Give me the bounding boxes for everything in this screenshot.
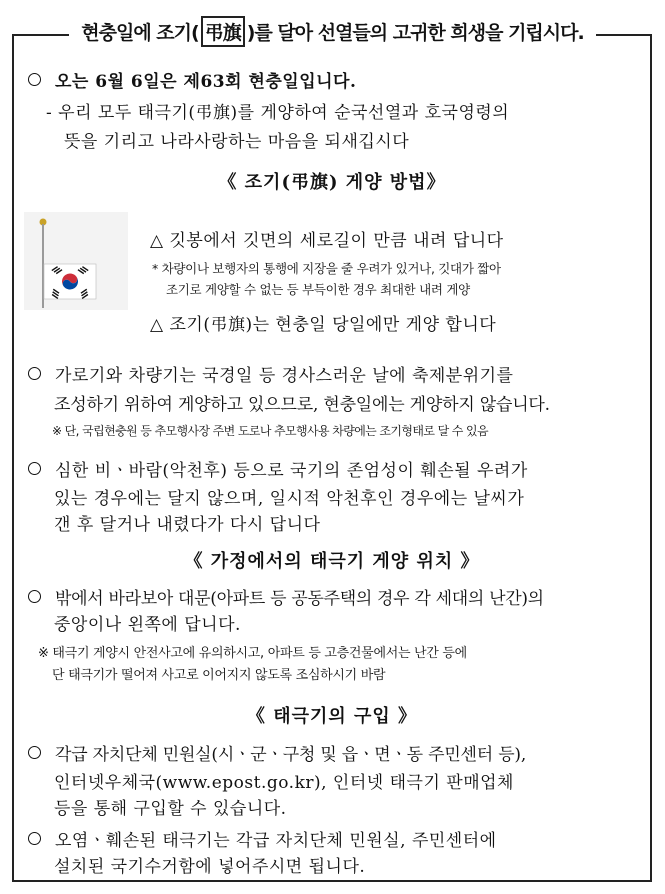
home-position-line-2: 중앙이나 왼쪽에 답니다. <box>54 615 241 635</box>
bullet-circle-icon <box>28 590 41 603</box>
title-boxed-text: 弔旗 <box>201 16 245 47</box>
street-flag-line-1 <box>28 361 513 386</box>
weather-line-1 <box>28 456 528 481</box>
street-flag-note: ※ 단, 국립현충원 등 추모행사장 주변 도로나 추모행사용 차량에는 조기형태로 달 수 있음 <box>52 424 488 438</box>
title-bar <box>0 12 665 51</box>
purchase-line-3: 등을 통해 구입할 수 있습니다. <box>54 799 287 819</box>
home-position-line-1-text: 밖에서 바라보아 대문(아파트 등 공동주택의 경우 각 세대의 난간)의 <box>55 589 544 609</box>
half-mast-flag-icon <box>24 212 128 310</box>
bullet-circle-icon <box>28 73 41 86</box>
street-flag-line-2: 조성하기 위하여 게양하고 있으므로, 현충일에는 게양하지 않습니다. <box>54 395 550 415</box>
purchase-line-1-text: 각급 자치단체 민원실(시ㆍ군ㆍ구청 및 읍ㆍ면ㆍ동 주민센터 등), <box>55 745 527 765</box>
intro-line-1-text: 오는 6월 6일은 제63회 현충일입니다. <box>55 72 357 92</box>
purchase-line-2: 인터넷우체국(www.epost.go.kr), 인터넷 태극기 판매업체 <box>54 773 514 793</box>
weather-line-1-text: 심한 비ㆍ바람(악천후) 등으로 국기의 존엄성이 훼손될 우려가 <box>55 461 528 481</box>
safety-note-2: 단 태극기가 떨어져 사고로 이어지지 않도록 조심하시기 바람 <box>52 668 386 683</box>
intro-line-3: 뜻을 기리고 나라사랑하는 마음을 되새깁시다 <box>64 132 410 152</box>
rule-half-mast: △ 깃봉에서 깃면의 세로길이 만큼 내려 답니다 <box>150 231 504 251</box>
section-heading-purchase: 《 태극기의 구입 》 <box>246 706 418 727</box>
home-position-line-1 <box>28 584 544 609</box>
purchase-line-1 <box>28 740 526 765</box>
street-flag-line-1-text: 가로기와 차량기는 국경일 등 경사스러운 날에 축제분위기를 <box>55 366 514 386</box>
rule-memorial-day-only: △ 조기(弔旗)는 현충일 당일에만 게양 합니다 <box>150 315 497 335</box>
disposal-line-2: 설치된 국기수거함에 넣어주시면 됩니다. <box>54 857 366 877</box>
document-title <box>69 12 595 51</box>
note-exception-2: 조기로 게양할 수 없는 등 부득이한 경우 최대한 내려 게양 <box>166 282 470 297</box>
bullet-circle-icon <box>28 462 41 475</box>
safety-note-1: ※ 태극기 게양시 안전사고에 유의하시고, 아파트 등 고층건물에서는 난간 등에 <box>38 646 467 661</box>
bullet-circle-icon <box>28 367 41 380</box>
bullet-circle-icon <box>28 832 41 845</box>
weather-line-3: 갠 후 달거나 내렸다가 다시 답니다 <box>54 515 321 535</box>
bullet-circle-icon <box>28 746 41 759</box>
title-part1: 현충일에 조기( <box>81 22 199 44</box>
intro-line-1 <box>28 67 356 92</box>
disposal-line-1-text: 오염ㆍ훼손된 태극기는 각급 자치단체 민원실, 주민센터에 <box>55 831 497 851</box>
intro-line-2: - 우리 모두 태극기(弔旗)를 게양하여 순국선열과 호국영령의 <box>46 103 510 123</box>
weather-line-2: 있는 경우에는 달지 않으며, 일시적 악천후인 경우에는 날씨가 <box>54 489 525 509</box>
disposal-line-1 <box>28 826 497 851</box>
note-exception-1: * 차량이나 보행자의 통행에 지장을 줄 우려가 있거나, 깃대가 짧아 <box>152 261 501 276</box>
section-heading-flag-method: 《 조기(弔旗) 게양 방법》 <box>218 172 446 193</box>
title-part2: )를 달아 선열들의 고귀한 희생을 기립시다. <box>246 22 584 44</box>
section-heading-home-position: 《 가정에서의 태극기 게양 위치 》 <box>184 551 480 572</box>
